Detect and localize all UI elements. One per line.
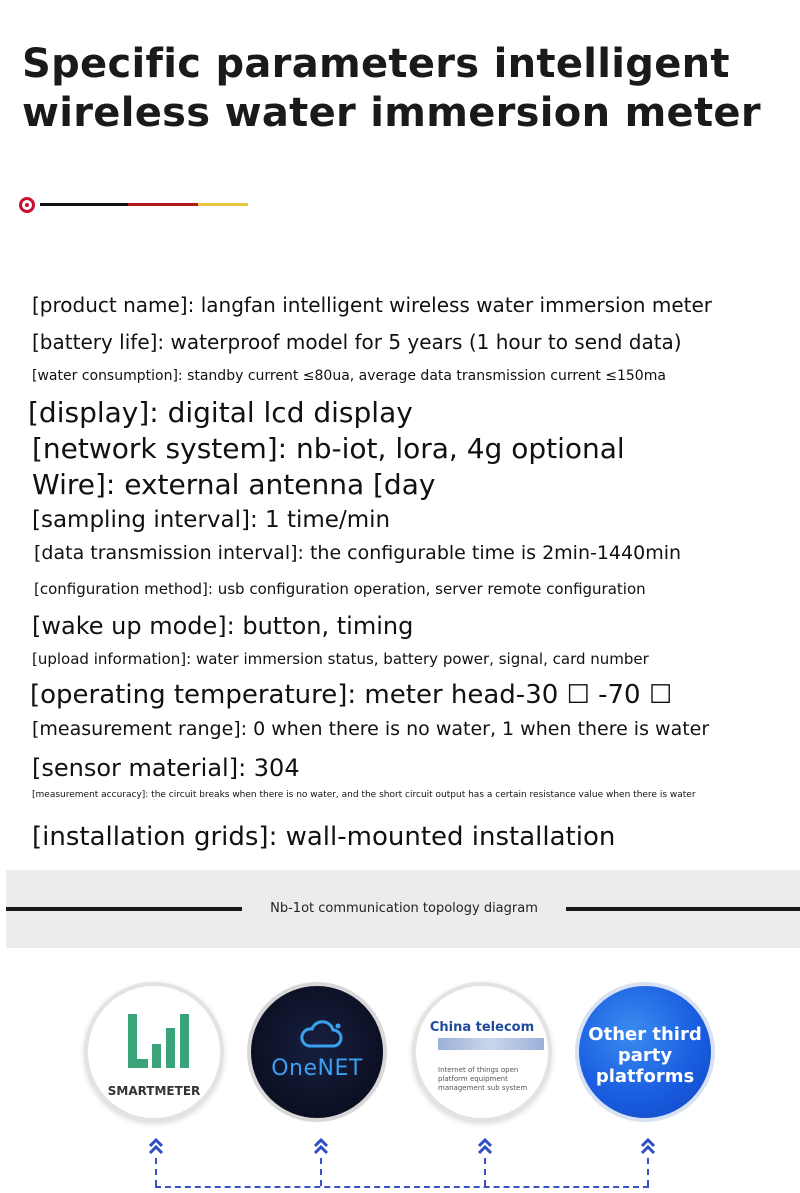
red-dot-icon	[19, 197, 35, 213]
param-wake-up-mode: [wake up mode]: button, timing	[32, 612, 414, 640]
page-title	[22, 40, 792, 138]
cloud-signal-icon	[299, 1020, 343, 1052]
param-configuration-method: [configuration method]: usb configuration operation, server remote configuration	[34, 580, 646, 598]
title-line-2: wireless water immersion meter	[22, 90, 761, 136]
band-line-left	[6, 907, 242, 911]
bars-logo-icon	[124, 1014, 190, 1068]
param-sensor-material: [sensor material]: 304	[32, 754, 300, 782]
band-line-right	[566, 907, 800, 911]
double-chevron-up-icon	[146, 1136, 166, 1156]
param-operating-temperature: [operating temperature]: meter head-30 ☐ -70 ☐	[30, 680, 673, 710]
third-party-label-line-3: platforms	[595, 1066, 695, 1087]
decorative-divider	[18, 196, 258, 214]
smartmeter-platform	[84, 982, 224, 1122]
double-chevron-up-icon	[475, 1136, 495, 1156]
param-wire: Wire]: external antenna [day	[32, 468, 436, 501]
param-product-name: [product name]: langfan intelligent wireless water immersion meter	[32, 293, 712, 317]
third-party-label	[579, 1024, 711, 1087]
connector-dashed-vertical	[155, 1158, 157, 1186]
connector-dashed-vertical	[320, 1158, 322, 1186]
third-party-platform	[575, 982, 715, 1122]
param-network-system: [network system]: nb-iot, lora, 4g optional	[32, 432, 625, 465]
divider-segment-yellow	[198, 203, 248, 206]
double-chevron-up-icon	[638, 1136, 658, 1156]
third-party-label-line-2: party	[617, 1045, 673, 1066]
title-line-1: Specific parameters intelligent	[22, 41, 730, 87]
topology-label: Nb-1ot communication topology diagram	[270, 901, 538, 916]
telecom-subtitle: Internet of things open platform equipment management sub system	[438, 1066, 528, 1092]
china-telecom-platform	[412, 982, 552, 1122]
param-display: [display]: digital lcd display	[28, 396, 413, 429]
param-sampling-interval: [sampling interval]: 1 time/min	[32, 507, 391, 533]
param-measurement-accuracy: [measurement accuracy]: the circuit breaks when there is no water, and the short circuit output has a certain resistance value when there is water	[32, 790, 696, 800]
smartmeter-label: SMARTMETER	[107, 1084, 201, 1098]
telecom-banner-graphic	[438, 1038, 544, 1050]
topology-header-band	[6, 870, 800, 948]
divider-segment-red	[128, 203, 198, 206]
connector-dashed-horizontal	[155, 1186, 649, 1188]
param-measurement-range: [measurement range]: 0 when there is no water, 1 when there is water	[32, 718, 710, 740]
third-party-label-line-1: Other third	[588, 1024, 702, 1045]
china-telecom-label: China telecom	[429, 1020, 535, 1035]
param-upload-information: [upload information]: water immersion status, battery power, signal, card number	[32, 650, 649, 668]
connector-dashed-vertical	[647, 1158, 649, 1186]
param-installation-grids: [installation grids]: wall-mounted installation	[32, 822, 616, 852]
onenet-label: OneNET	[271, 1056, 363, 1081]
double-chevron-up-icon	[311, 1136, 331, 1156]
divider-segment-black	[40, 203, 128, 206]
param-data-transmission-interval: [data transmission interval]: the configurable time is 2min-1440min	[34, 542, 682, 564]
onenet-platform	[247, 982, 387, 1122]
param-battery-life: [battery life]: waterproof model for 5 years (1 hour to send data)	[32, 330, 682, 354]
connector-dashed-vertical	[484, 1158, 486, 1186]
param-water-consumption: [water consumption]: standby current ≤80ua, average data transmission current ≤150ma	[32, 368, 666, 384]
